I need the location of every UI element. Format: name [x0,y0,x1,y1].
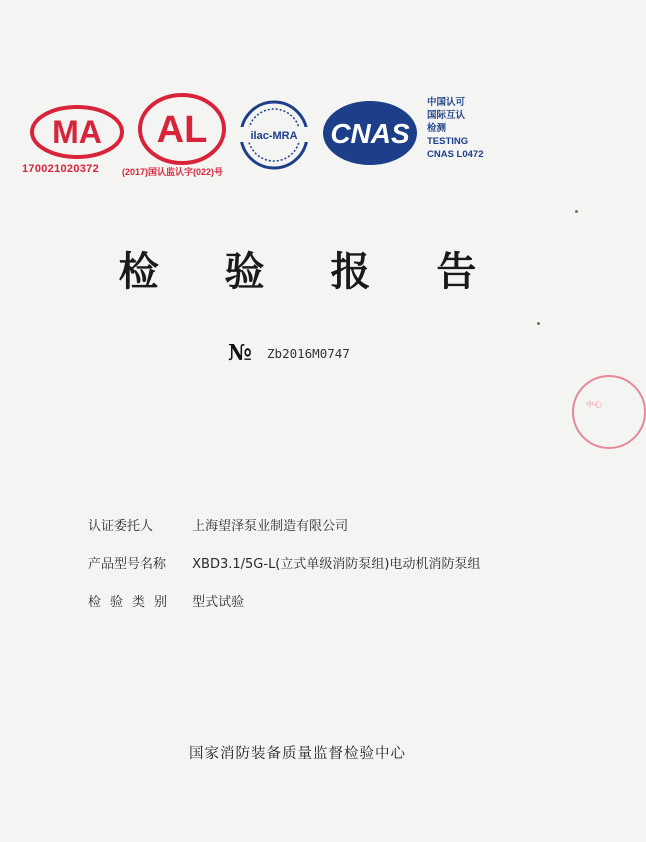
product-label: 产品型号名称 [88,557,167,572]
info-row-category [88,591,480,629]
stamp-text: 中心 [586,400,602,409]
cal-logo-text: AL [156,109,208,151]
cnas-logo [320,98,420,168]
report-number [228,340,350,366]
certification-logos [22,90,502,180]
paper-speck [575,210,578,213]
client-value: 上海望泽泵业制造有限公司 [192,519,349,534]
ilac-mra-logo [232,100,316,170]
report-info [88,515,480,629]
cma-number: 170021020372 [22,163,100,175]
paper-speck [537,322,540,325]
product-value: XBD3.1/5G-L(立式单级消防泵组)电动机消防泵组 [192,557,481,572]
number-sign: № [228,340,252,366]
info-row-product [88,553,480,591]
cma-logo-text: MA [52,114,102,150]
cnas-line: 检测 [427,123,447,134]
cnas-line: 国际互认 [427,110,466,121]
info-row-client [88,515,480,553]
cnas-caption [427,96,484,161]
category-value: 型式试验 [192,595,245,610]
report-number-value: Zb2016M0747 [267,346,350,361]
category-label: 检验类别 [88,595,177,610]
cma-logo [30,105,125,160]
cal-logo [137,92,227,167]
ilac-logo-text: ilac-MRA [250,130,298,142]
red-seal-stamp [572,375,646,449]
issuing-institute: 国家消防装备质量监督检验中心 [189,746,406,762]
cnas-line: CNAS L0472 [427,149,484,160]
cnas-line: 中国认可 [427,97,466,108]
cnas-logo-text: CNAS [330,118,410,149]
cnas-line: TESTING [427,136,469,147]
document-title: 检 验 报 告 [118,248,503,295]
client-label: 认证委托人 [88,519,154,534]
cal-caption: (2017)国认监认字(022)号 [122,167,224,177]
